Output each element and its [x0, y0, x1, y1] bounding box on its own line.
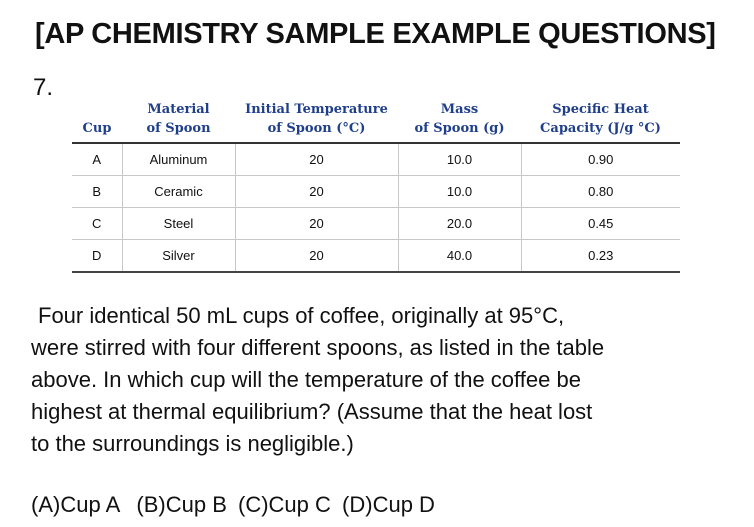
header-mass: Mass of Spoon (g) — [398, 100, 521, 143]
header-cup: Cup — [72, 100, 122, 143]
cell-initial-temp: 20 — [235, 143, 398, 176]
header-material: Material of Spoon — [122, 100, 235, 143]
table-header-row — [72, 100, 680, 143]
cell-mass: 10.0 — [398, 143, 521, 176]
cell-cup: A — [72, 143, 122, 176]
cell-initial-temp: 20 — [235, 240, 398, 273]
table-row — [72, 176, 680, 208]
header-specific-heat: Specific Heat Capacity (J/g °C) — [521, 100, 680, 143]
cell-material: Ceramic — [122, 176, 235, 208]
question-line: to the surroundings is negligible.) — [31, 431, 354, 456]
answer-choices — [31, 492, 435, 518]
header-initial-temperature: Initial Temperature of Spoon (°C) — [235, 100, 398, 143]
cell-material: Aluminum — [122, 143, 235, 176]
question-line: Four identical 50 mL cups of coffee, originally at 95°C, — [38, 303, 565, 328]
question-line: above. In which cup will the temperature of the coffee be — [31, 367, 581, 392]
question-line: highest at thermal equilibrium? (Assume that the heat lost — [31, 399, 593, 424]
cell-material: Steel — [122, 208, 235, 240]
cell-cup: C — [72, 208, 122, 240]
table-row — [72, 143, 680, 176]
cell-mass: 40.0 — [398, 240, 521, 273]
choice-a[interactable]: (A)Cup A — [31, 492, 121, 517]
cell-initial-temp: 20 — [235, 208, 398, 240]
table-row — [72, 208, 680, 240]
question-number: 7. — [33, 74, 54, 101]
choice-b[interactable]: (B)Cup B — [136, 492, 227, 517]
cell-mass: 20.0 — [398, 208, 521, 240]
choice-d[interactable]: (D)Cup D — [342, 492, 435, 517]
choice-c[interactable]: (C)Cup C — [238, 492, 331, 517]
cell-cup: D — [72, 240, 122, 273]
question-line: were stirred with four different spoons, as listed in the table — [31, 335, 605, 360]
cell-specific-heat: 0.45 — [521, 208, 680, 240]
cell-initial-temp: 20 — [235, 176, 398, 208]
cell-mass: 10.0 — [398, 176, 521, 208]
page-title: [AP CHEMISTRY SAMPLE EXAMPLE QUESTIONS] — [35, 18, 716, 50]
question-text — [31, 300, 746, 460]
cell-specific-heat: 0.23 — [521, 240, 680, 273]
cell-specific-heat: 0.90 — [521, 143, 680, 176]
cell-cup: B — [72, 176, 122, 208]
table-row — [72, 240, 680, 273]
cell-material: Silver — [122, 240, 235, 273]
spoon-data-table — [72, 100, 680, 273]
cell-specific-heat: 0.80 — [521, 176, 680, 208]
